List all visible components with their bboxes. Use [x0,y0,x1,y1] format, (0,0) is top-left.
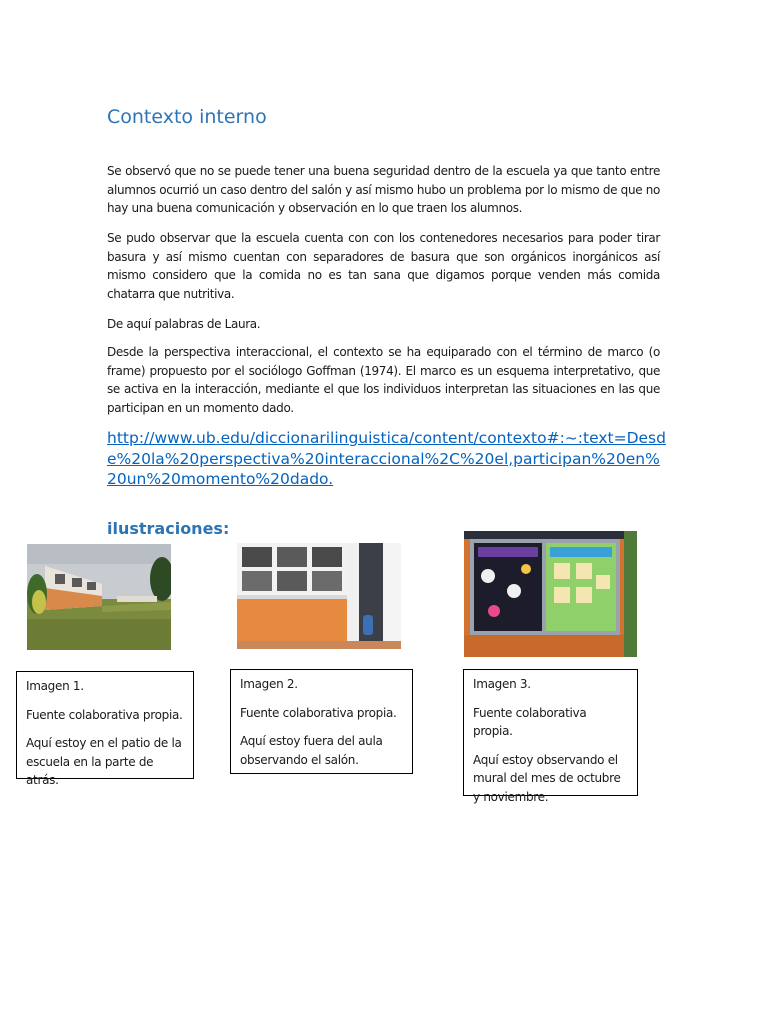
page-title: Contexto interno [107,106,267,128]
mural-photo [464,531,637,657]
paragraph-security: Se observó que no se puede tener una buena seguridad dentro de la escuela ya que tanto entre alumnos ocurrió un caso dentro del salón y así mismo hubo un problema por lo mismo de que no hay una buena comunicación y observación en lo que traen los alumnos. [107,164,660,215]
caption-title: Imagen 2. [240,677,298,691]
caption-source: Fuente colaborativa propia. [26,707,183,722]
illustrations-heading: ilustraciones: [107,519,230,538]
caption-description: Aquí estoy observando el mural del mes de octubre y noviembre. [473,752,621,804]
paragraph-laura: De aquí palabras de Laura. [107,317,261,331]
paragraph-waste: Se pudo observar que la escuela cuenta con con los contenedores necesarios para poder tirar basura y así mismo cuentan con separadores de basura que son orgánicos inorgánicos así mismo considero que la comida no es tan sana que digamos porque venden más comida chatarra que nutritiva. [107,231,660,301]
caption-title: Imagen 3. [473,677,531,691]
caption-image-3 [463,669,638,804]
caption-description: Aquí estoy en el patio de la escuela en la parte de atrás. [26,736,182,787]
paragraph-goffman: Desde la perspectiva interaccional, el contexto se ha equiparado con el término de marco (o frame) propuesto por el sociólogo Goffman (1974). El marco es un esquema interpretativo, que se activa en la interacción, mediante el que los individuos interpretan las situaciones en las que participan en un momento dado. [107,345,660,415]
caption-source: Fuente colaborativa propia. [240,705,397,720]
school-patio-photo [27,544,171,650]
source-link-line [107,428,667,490]
source-link[interactable]: http://www.ub.edu/diccionarilinguistica/content/contexto#:~:text=Desde%20la%20perspectiva%20interaccional%2C%20el,participan%20en%20un%20momento%20dado [107,429,666,488]
caption-description: Aquí estoy fuera del aula observando el salón. [240,734,383,767]
caption-image-2 [230,669,413,774]
caption-source: Fuente colaborativa propia. [473,705,587,738]
link-trailing-period: . [328,470,334,488]
caption-image-1 [16,671,194,787]
classroom-exterior-photo [237,543,401,649]
caption-title: Imagen 1. [26,679,84,693]
